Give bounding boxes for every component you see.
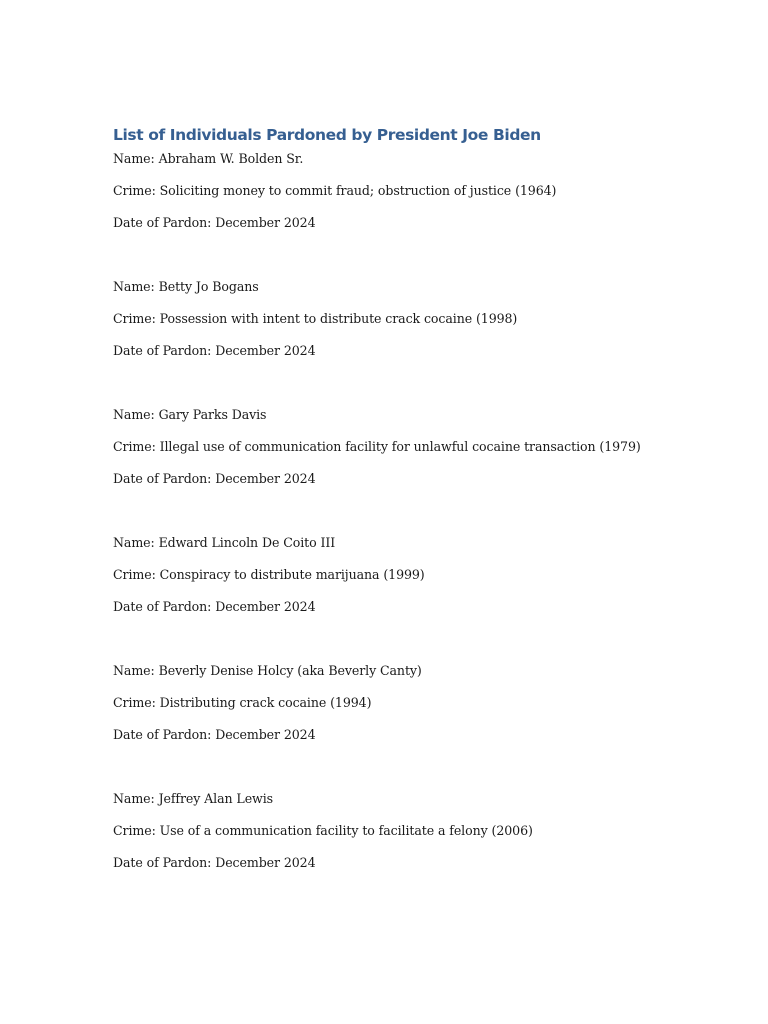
entry-pardon-date: Date of Pardon: December 2024 xyxy=(113,599,316,614)
entry-pardon-date: Date of Pardon: December 2024 xyxy=(113,727,316,742)
entry-name: Name: Betty Jo Bogans xyxy=(113,279,259,294)
entry-crime: Crime: Use of a communication facility to facilitate a felony (2006) xyxy=(113,823,533,838)
document-title: List of Individuals Pardoned by President Joe Biden xyxy=(113,126,541,144)
entry-crime: Crime: Distributing crack cocaine (1994) xyxy=(113,695,372,710)
entry-pardon-date: Date of Pardon: December 2024 xyxy=(113,855,316,870)
entry-name: Name: Edward Lincoln De Coito III xyxy=(113,535,336,550)
entry-crime: Crime: Conspiracy to distribute marijuana (1999) xyxy=(113,567,425,582)
entry-name: Name: Abraham W. Bolden Sr. xyxy=(113,151,304,166)
entry-name: Name: Gary Parks Davis xyxy=(113,407,267,422)
entry-name: Name: Beverly Denise Holcy (aka Beverly Canty) xyxy=(113,663,422,678)
entry-crime: Crime: Possession with intent to distribute crack cocaine (1998) xyxy=(113,311,518,326)
entry-pardon-date: Date of Pardon: December 2024 xyxy=(113,343,316,358)
entry-crime: Crime: Soliciting money to commit fraud; obstruction of justice (1964) xyxy=(113,183,557,198)
entry-pardon-date: Date of Pardon: December 2024 xyxy=(113,471,316,486)
entry-crime: Crime: Illegal use of communication facility for unlawful cocaine transaction (1979) xyxy=(113,439,641,454)
entry-pardon-date: Date of Pardon: December 2024 xyxy=(113,215,316,230)
entry-name: Name: Jeffrey Alan Lewis xyxy=(113,791,274,806)
